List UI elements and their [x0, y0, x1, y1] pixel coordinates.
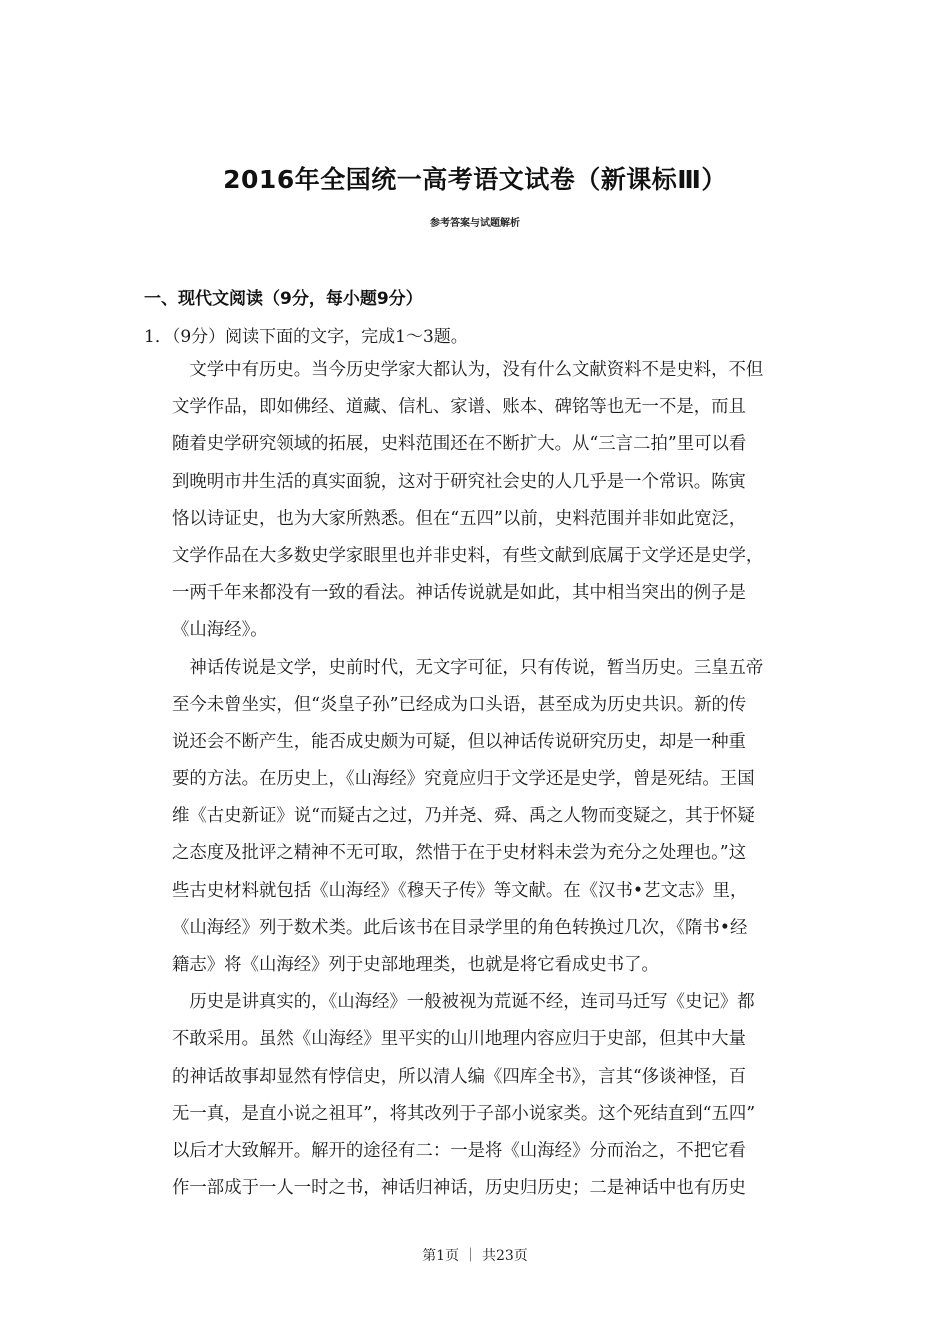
passage-line: 以后才大致解开。解开的途径有二：一是将《山海经》分而治之，不把它看	[172, 1140, 746, 1161]
passage-line: 籍志》将《山海经》列于史部地理类，也就是将它看成史书了。	[172, 955, 659, 975]
passage-line: 一两千年来都没有一致的看法。神话传说就是如此，其中相当突出的例子是	[172, 583, 746, 604]
passage-line: 文学作品，即如佛经、道藏、信札、家谱、账本、碑铭等也无一不是，而且	[172, 397, 746, 418]
passage-line: 恪以诗证史，也为大家所熟悉。但在“五四”以前，史料范围并非如此宽泛，	[172, 508, 747, 529]
passage-line: 随着史学研究领域的拓展，史料范围还在不断扩大。从“三言二拍”里可以看	[172, 434, 747, 455]
passage-line: 《山海经》列于数术类。此后该书在目录学里的角色转换过几次，《隋书•经	[172, 917, 748, 938]
page-footer: 第1页 ｜ 共23页	[422, 1248, 528, 1264]
passage-line: 文学作品在大多数史学家眼里也并非史料，有些文献到底属于文学还是史学，	[172, 545, 764, 566]
section-heading: 一、现代文阅读（9分，每小题9分）	[144, 289, 423, 309]
passage-line: 要的方法。在历史上，《山海经》究竟应归于文学还是史学，曾是死结。王国	[172, 769, 755, 790]
passage-line: 无一真，是直小说之祖耳”，将其改列于子部小说家类。这个死结直到“五四”	[172, 1103, 756, 1124]
passage-line: 之态度及批评之精神不无可取，然惜于在于史材料未尝为充分之处理也。”这	[172, 843, 747, 864]
page-title: 2016年全国统一高考语文试卷（新课标Ⅲ）	[223, 165, 727, 194]
passage-line: 至今未曾坐实，但“炎皇子孙”已经成为口头语，甚至成为历史共识。新的传	[172, 694, 747, 715]
passage-line: 到晚明市井生活的真实面貌，这对于研究社会史的人几乎是一个常识。陈寅	[172, 471, 746, 492]
passage-line: 神话传说是文学，史前时代，无文字可征，只有传说，暂当历史。三皇五帝	[172, 657, 764, 678]
passage-line: 历史是讲真实的，《山海经》一般被视为荒诞不经，连司马迁写《史记》都	[172, 992, 755, 1013]
question-intro: 1．（9分）阅读下面的文字，完成1～3题。	[144, 327, 468, 347]
page-subtitle: 参考答案与试题解析	[430, 218, 520, 229]
passage-line: 不敢采用。虽然《山海经》里平实的山川地理内容应归于史部，但其中大量	[172, 1029, 746, 1050]
passage-line: 说还会不断产生，能否成史颇为可疑，但以神话传说研究历史，却是一种重	[172, 731, 746, 752]
passage-body	[172, 352, 812, 1207]
passage-line: 文学中有历史。当今历史学家大都认为，没有什么文献资料不是史料，不但	[172, 360, 764, 380]
passage-line: 《山海经》。	[172, 620, 268, 641]
passage-line: 作一部成于一人一时之书，神话归神话，历史归历史；二是神话中也有历史	[172, 1178, 746, 1199]
passage-line: 维《古史新证》说“而疑古之过，乃并尧、舜、禹之人物而变疑之，其于怀疑	[172, 806, 755, 827]
passage-line: 些古史材料就包括《山海经》《穆天子传》等文献。在《汉书•艺文志》里，	[172, 880, 748, 901]
passage-line: 的神话故事却显然有悖信史，所以清人编《四库全书》，言其“侈谈神怪，百	[172, 1066, 747, 1087]
